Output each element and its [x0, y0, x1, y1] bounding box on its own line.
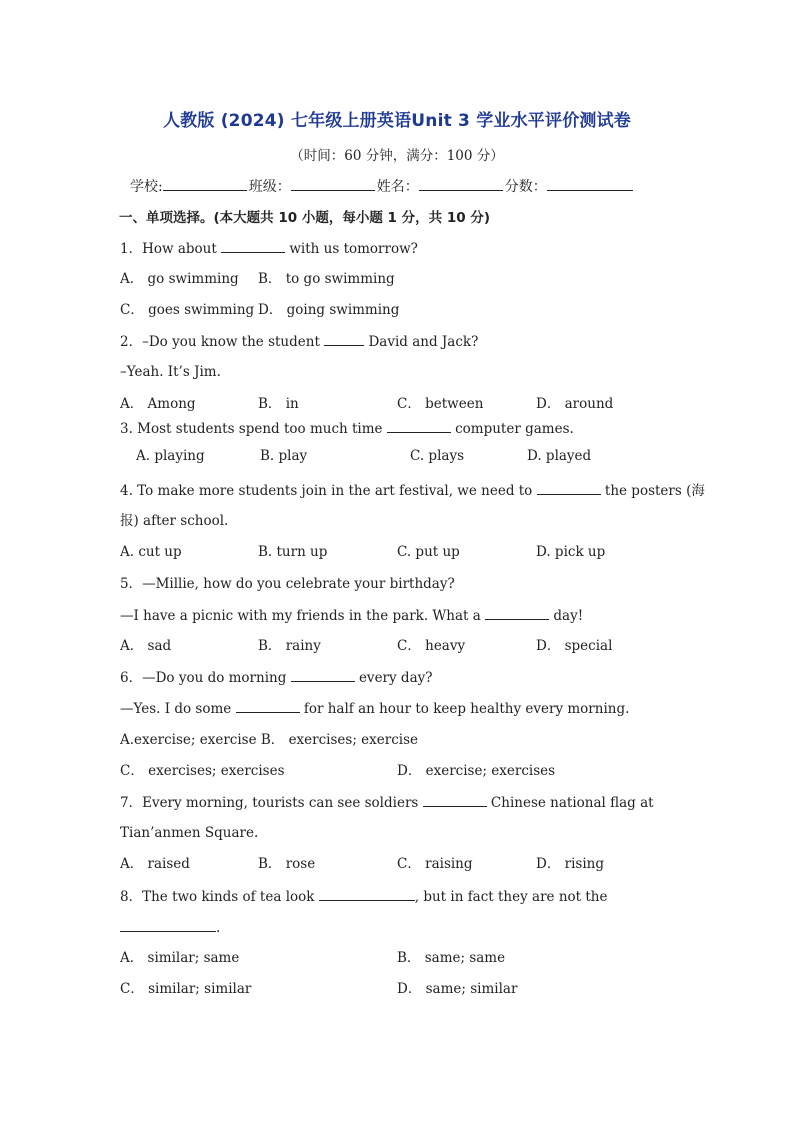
q5-option-a: A． sad: [120, 638, 172, 654]
q8-option-d: D． same; similar: [397, 981, 518, 997]
q4-option-b: B. turn up: [258, 544, 328, 560]
answer-blank: [485, 606, 549, 620]
question-2-reply: –Yeah. It’s Jim.: [120, 364, 221, 380]
q1-option-b: B． to go swimming: [258, 271, 395, 287]
q1-option-d: D． going swimming: [258, 302, 400, 318]
q2-option-d: D． around: [536, 396, 614, 412]
question-4-stem: [120, 481, 705, 500]
answer-blank: [324, 332, 364, 346]
question-text: computer games.: [450, 421, 574, 437]
q3-option-a: A. playing: [136, 448, 205, 464]
q3-option-d: D. played: [527, 448, 592, 464]
question-7-stem: [120, 793, 654, 812]
question-5-stem: 5．—Millie, how do you celebrate your birthday?: [120, 576, 455, 592]
student-info-row: [130, 176, 635, 196]
question-text: 7．Every morning, tourists can see soldiers: [120, 795, 423, 811]
q4-option-d: D. pick up: [536, 544, 606, 560]
question-text: 6．—Do you do morning: [120, 670, 291, 686]
q8-option-a: A． similar; same: [120, 950, 240, 966]
q4-option-c: C. put up: [397, 544, 460, 560]
q3-option-b: B. play: [260, 448, 308, 464]
question-text: for half an hour to keep healthy every morning.: [299, 701, 630, 717]
question-text: 1．How about: [120, 241, 222, 257]
question-text: .: [216, 920, 221, 936]
q6-option-c: C． exercises; exercises: [120, 763, 285, 779]
answer-blank: [221, 239, 285, 253]
question-text: 4. To make more students join in the art festival, we need to: [120, 483, 537, 499]
q2-option-a: A． Among: [120, 396, 196, 412]
question-2-stem: [120, 332, 478, 351]
q8-option-b: B． same; same: [397, 950, 506, 966]
question-6-reply: [120, 699, 629, 718]
answer-blank: [387, 419, 451, 433]
section-heading: 一、单项选择。(本大题共 10 小题，每小题 1 分，共 10 分): [119, 210, 491, 226]
q2-option-b: B． in: [258, 396, 299, 412]
question-text: the posters (海: [600, 483, 705, 499]
question-text: day!: [549, 608, 584, 624]
exam-time-score: （时间：60 分钟，满分：100 分）: [290, 148, 504, 164]
score-label: 分数：: [504, 179, 547, 195]
question-1-stem: [120, 239, 418, 258]
answer-blank: [423, 793, 487, 807]
question-text: , but in fact they are not the: [414, 889, 608, 905]
question-text: 8．The two kinds of tea look: [120, 889, 319, 905]
question-text: every day?: [354, 670, 433, 686]
q8-option-c: C． similar; similar: [120, 981, 252, 997]
page-title: 人教版 (2024) 七年级上册英语Unit 3 学业水平评价测试卷: [162, 111, 631, 131]
q7-option-c: C． raising: [397, 856, 473, 872]
score-blank[interactable]: [547, 176, 633, 191]
question-text: David and Jack?: [364, 334, 479, 350]
q7-option-b: B． rose: [258, 856, 316, 872]
question-8-stem-cont: [120, 918, 220, 937]
question-6-stem: [120, 668, 432, 687]
question-text: 2．–Do you know the student: [120, 334, 325, 350]
q5-option-d: D． special: [536, 638, 613, 654]
q3-option-c: C. plays: [410, 448, 464, 464]
question-8-stem: [120, 887, 607, 906]
q6-option-d: D． exercise; exercises: [397, 763, 556, 779]
q6-option-ab: A.exercise; exercise B． exercises; exercise: [120, 732, 419, 748]
question-text: —Yes. I do some: [120, 701, 236, 717]
question-4-stem-cont: 报) after school.: [120, 513, 229, 529]
q5-option-c: C． heavy: [397, 638, 466, 654]
q2-option-c: C． between: [397, 396, 484, 412]
q7-option-a: A． raised: [120, 856, 190, 872]
question-7-stem-cont: Tian’anmen Square.: [120, 825, 259, 841]
question-3-stem: [120, 419, 574, 438]
answer-blank: [291, 668, 355, 682]
question-text: —I have a picnic with my friends in the park. What a: [120, 608, 486, 624]
answer-blank: [537, 481, 601, 495]
q1-option-c: C． goes swimming: [120, 302, 255, 318]
q5-option-b: B． rainy: [258, 638, 321, 654]
school-blank[interactable]: [163, 176, 247, 191]
question-text: with us tomorrow?: [285, 241, 418, 257]
name-label: 姓名：: [376, 179, 419, 195]
q4-option-a: A. cut up: [120, 544, 182, 560]
school-label: 学校:: [130, 179, 163, 195]
answer-blank: [319, 887, 415, 901]
q7-option-d: D． rising: [536, 856, 604, 872]
class-blank[interactable]: [291, 176, 375, 191]
answer-blank: [120, 918, 216, 932]
question-text: Chinese national flag at: [486, 795, 654, 811]
name-blank[interactable]: [419, 176, 503, 191]
class-label: 班级：: [248, 179, 291, 195]
question-text: 3. Most students spend too much time: [120, 421, 387, 437]
q1-option-a: A． go swimming: [120, 271, 239, 287]
answer-blank: [236, 699, 300, 713]
question-5-reply: [120, 606, 583, 625]
